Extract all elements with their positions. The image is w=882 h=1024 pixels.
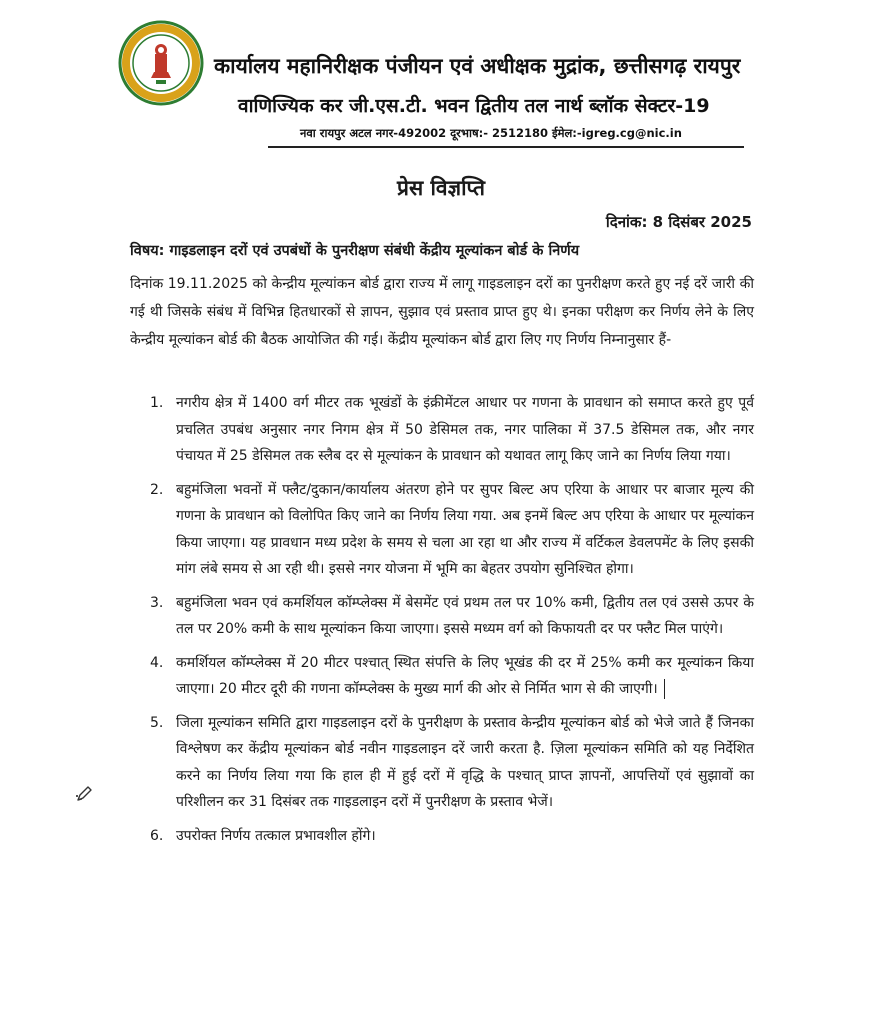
list-item <box>150 477 754 583</box>
government-seal-icon <box>118 20 204 106</box>
list-item-text: जिला मूल्यांकन समिति द्वारा गाइडलाइन दरों के पुनरीक्षण के प्रस्ताव केन्द्रीय मूल्यांकन बोर्ड को भेजे जाते हैं जिनका विश्लेषण कर केंद्रीय मूल्यांकन बोर्ड नवीन गाइडलाइन दरें जारी करता है. ज़िला मूल्यांकन समिति को यह निर्देशित करने का निर्णय लिया गया कि हाल ही में हुई दरों में वृद्धि के पश्चात् प्राप्त ज्ञापनों, आपत्तियों एवं सुझावों का परिशीलन कर 31 दिसंबर तक गाइडलाइन दरों में पुनरीक्षण के प्रस्ताव भेजें। <box>176 714 754 810</box>
edit-pen-icon[interactable] <box>74 784 94 804</box>
list-item-text: उपरोक्त निर्णय तत्काल प्रभावशील होंगे। <box>176 827 376 844</box>
list-item <box>150 823 754 850</box>
intro-paragraph: दिनांक 19.11.2025 को केन्द्रीय मूल्यांकन बोर्ड द्वारा राज्य में लागू गाइडलाइन दरों का पुनरीक्षण करते हुए नई दरें जारी की गई थी जिसके संबंध में विभिन्न हितधारकों से ज्ञापन, सुझाव एवं प्रस्ताव प्राप्त हुए थे। इनका परीक्षण कर निर्णय लेने के लिए केन्द्रीय मूल्यांकन बोर्ड की बैठक आयोजित की गई। केंद्रीय मूल्यांकन बोर्ड द्वारा लिए गए निर्णय निम्नानुसार हैं- <box>130 276 754 348</box>
page-title: प्रेस विज्ञप्ति <box>397 176 485 200</box>
list-item-number: 2. <box>150 481 164 498</box>
list-item-number: 6. <box>150 827 164 844</box>
document-date: दिनांक: 8 दिसंबर 2025 <box>605 213 752 231</box>
decision-list <box>150 390 754 856</box>
office-name: कार्यालय महानिरीक्षक पंजीयन एवं अधीक्षक मुद्रांक, छत्तीसगढ़ रायपुर <box>214 54 741 78</box>
list-item <box>150 710 754 816</box>
list-item-text: कमर्शियल कॉम्प्लेक्स में 20 मीटर पश्चात् स्थित संपत्ति के लिए भूखंड की दर में 25% कमी कर मूल्यांकन किया जाएगा। 20 मीटर दूरी की गणना कॉम्प्लेक्स के मुख्य मार्ग की ओर से निर्मित भाग से की जाएगी। <box>176 654 754 697</box>
list-item-text: बहुमंजिला भवन एवं कमर्शियल कॉम्प्लेक्स में बेसमेंट एवं प्रथम तल पर 10% कमी, द्वितीय तल एवं उससे ऊपर के तल पर 20% कमी के साथ मूल्यांकन किया जाएगा। इससे मध्यम वर्ग को किफायती दर पर फ्लैट मिल पाएंगे। <box>176 594 754 637</box>
letterhead <box>0 0 882 150</box>
office-address: वाणिज्यिक कर जी.एस.टी. भवन द्वितीय तल नार्थ ब्लॉक सेक्टर-19 <box>238 95 710 117</box>
office-contact: नवा रायपुर अटल नगर-492002 दूरभाष:- 2512180 ईमेल:-igreg.cg@nic.in <box>300 126 682 140</box>
list-item-number: 4. <box>150 654 164 671</box>
list-item-text: नगरीय क्षेत्र में 1400 वर्ग मीटर तक भूखंडों के इंक्रीमेंटल आधार पर गणना के प्रावधान को समाप्त करते हुए पूर्व प्रचलित उपबंध अनुसार नगर निगम क्षेत्र में 50 डेसिमल तक, नगर पालिका में 37.5 डेसिमल तक, और नगर पंचायत में 25 डेसिमल तक स्लैब दर से मूल्यांकन के प्रावधान को यथावत लागू किए जाने का निर्णय लिया गया। <box>176 395 754 464</box>
list-item <box>150 390 754 470</box>
text-cursor <box>664 679 666 699</box>
list-item-number: 1. <box>150 395 164 411</box>
list-item <box>150 590 754 643</box>
list-item-number: 5. <box>150 714 164 731</box>
list-item-text: बहुमंजिला भवनों में फ्लैट/दुकान/कार्यालय अंतरण होने पर सुपर बिल्ट अप एरिया के आधार पर बाजार मूल्य की गणना के प्रावधान को विलोपित किए जाने का निर्णय लिया गया. अब इनमें बिल्ट अप एरिया के आधार पर मूल्यांकन किया जाएगा। यह प्रावधान मध्य प्रदेश के समय से चला आ रहा था और राज्य में वर्टिकल डेवलपमेंट के लिए इसकी मांग लंबे समय से आ रही थी। इससे नगर योजना में भूमि का बेहतर उपयोग सुनिश्चित होगा। <box>176 481 754 577</box>
header-divider <box>268 146 744 148</box>
document-subject: विषय: गाइडलाइन दरों एवं उपबंधों के पुनरीक्षण संबंधी केंद्रीय मूल्यांकन बोर्ड के निर्णय <box>130 243 580 259</box>
list-item-number: 3. <box>150 594 164 611</box>
list-item <box>150 650 754 703</box>
